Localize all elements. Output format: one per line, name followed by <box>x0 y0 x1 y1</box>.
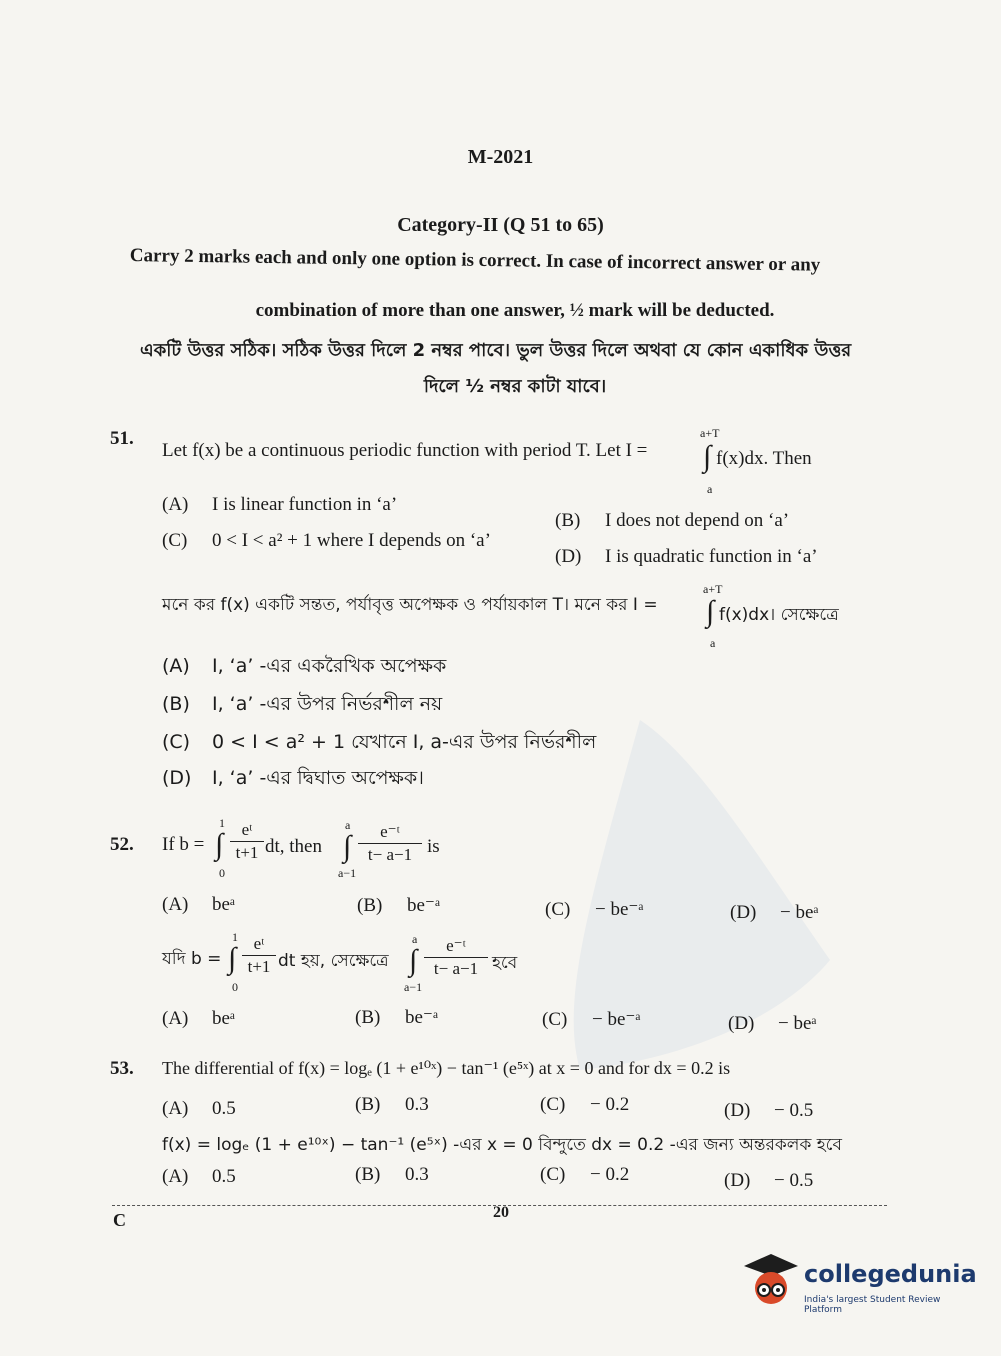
q52-is: is <box>427 836 440 857</box>
q52-lower-limit-2: a−1 <box>338 866 357 880</box>
q52-lower-limit-1: 0 <box>219 866 225 880</box>
q52-bn-fraction-2 <box>424 936 488 979</box>
instruction-bn-line1: একটি উত্তর সঠিক। সঠিক উত্তর দিলে 2 নম্বর পাবে। ভুল উত্তর দিলে অথবা যে কোন একাধিক উত্তর <box>140 340 852 361</box>
q51-option-b: (B) I does not depend on ‘a’ <box>555 510 790 531</box>
q53-option-b: (B) 0.3 <box>355 1094 429 1115</box>
q52-bn-if: যদি b = <box>162 949 222 969</box>
q52-bn-option-c: (C) − be⁻ᵃ <box>542 1009 641 1030</box>
paper-code: M-2021 <box>467 146 534 168</box>
q52-bn-is: হবে <box>492 953 518 973</box>
q51-number: 51. <box>110 428 134 449</box>
q51-option-a: (A) I is linear function in ‘a’ <box>162 494 398 515</box>
q52-numerator-2: e⁻ᵗ <box>380 822 400 841</box>
instruction-bn-line2: দিলে ½ নম্বর কাটা যাবে। <box>423 376 607 397</box>
integral-sign: ∫ <box>228 942 237 975</box>
instruction-en-line2: combination of more than one answer, ½ mark will be deducted. <box>255 300 775 321</box>
integral-sign: ∫ <box>343 830 352 863</box>
q52-fraction-1 <box>230 820 264 863</box>
q52-upper-limit-1: 1 <box>219 816 225 830</box>
q52-fraction-2 <box>358 822 422 865</box>
q52-bn-then: dt হয়, সেক্ষেত্রে <box>278 951 389 971</box>
q52-option-a: (A) beᵃ <box>162 894 236 915</box>
q51-bn-integrand: f(x)dx। সেক্ষেত্রে <box>719 605 839 625</box>
q53-option-d: (D) − 0.5 <box>724 1100 814 1121</box>
q52-denominator-1: t+1 <box>235 843 259 862</box>
q51-bn-option-c: (C) 0 < I < a² + 1 যেখানে I, a-এর উপর নির্ভরশীল <box>162 731 597 753</box>
q51-text: Let f(x) be a continuous periodic function with period T. Let I = <box>162 440 648 461</box>
q52-option-c: (C) − be⁻ᵃ <box>545 899 644 920</box>
q52-bn-upper-limit-1: 1 <box>232 930 238 944</box>
q52-bn-denominator-1: t+1 <box>247 957 271 976</box>
q52-upper-limit-2: a <box>345 818 351 832</box>
q52-bn-numerator-1: eᵗ <box>253 934 265 953</box>
q53-bn-option-b: (B) 0.3 <box>355 1164 429 1185</box>
q52-bn-option-d: (D) − beᵃ <box>728 1013 817 1034</box>
graduate-mascot-icon <box>740 1248 802 1310</box>
collegedunia-logo <box>740 1248 980 1318</box>
q51-bn-option-d: (D) I, ‘a’ -এর দ্বিঘাত অপেক্ষক। <box>162 767 424 789</box>
q52-bn-lower-limit-2: a−1 <box>404 980 423 994</box>
q52-bn-numerator-2: e⁻ᵗ <box>446 936 466 955</box>
q51-option-c: (C) 0 < I < a² + 1 where I depends on ‘a’ <box>162 530 491 551</box>
category-title: Category-II (Q 51 to 65) <box>397 214 604 236</box>
q52-bn-lower-limit-1: 0 <box>232 980 238 994</box>
q53-bn-option-c: (C) − 0.2 <box>540 1164 630 1185</box>
q52-bn-option-b: (B) be⁻ᵃ <box>355 1007 439 1028</box>
q51-bn-lower-limit: a <box>710 636 716 650</box>
q52-bn-upper-limit-2: a <box>412 932 418 946</box>
page-number: 20 <box>493 1204 509 1221</box>
integral-sign: ∫ <box>409 944 418 977</box>
integral-sign: ∫ <box>703 440 712 473</box>
q51-integrand: f(x)dx. Then <box>716 448 812 469</box>
q52-option-b: (B) be⁻ᵃ <box>357 895 441 916</box>
q51-bn-text: মনে কর f(x) একটি সন্তত, পর্যাবৃত্ত অপেক্ষক ও পর্যায়কাল T। মনে কর I = <box>162 595 658 615</box>
integral-sign: ∫ <box>706 595 715 628</box>
q53-bn-option-d: (D) − 0.5 <box>724 1170 814 1191</box>
q52-bn-option-a: (A) beᵃ <box>162 1008 236 1029</box>
q52-option-d: (D) − beᵃ <box>730 902 819 923</box>
logo-tagline: India's largest Student Review Platform <box>804 1295 941 1315</box>
instruction-en-line1: Carry 2 marks each and only one option is correct. In case of incorrect answer or any <box>129 245 821 276</box>
q52-then: dt, then <box>265 836 322 857</box>
q52-bn-fraction-1 <box>242 934 276 977</box>
q53-number: 53. <box>110 1058 134 1079</box>
q52-denominator-2: t− a−1 <box>367 845 413 864</box>
q51-lower-limit: a <box>707 482 713 496</box>
q51-bn-upper-limit: a+T <box>703 582 723 596</box>
footer-booklet-code: C <box>113 1210 126 1230</box>
logo-wordmark: collegedunia <box>804 1260 977 1288</box>
q53-text: The differential of f(x) = logₑ (1 + e¹⁰ˣ) − tan⁻¹ (e⁵ˣ) at x = 0 and for dx = 0.2 is <box>162 1058 731 1078</box>
q51-bn-option-b: (B) I, ‘a’ -এর উপর নির্ভরশীল নয় <box>162 693 443 715</box>
q53-option-a: (A) 0.5 <box>162 1098 236 1119</box>
q53-option-c: (C) − 0.2 <box>540 1094 630 1115</box>
q52-if-b: If b = <box>162 834 205 855</box>
q52-bn-denominator-2: t− a−1 <box>433 959 479 978</box>
q53-bn-option-a: (A) 0.5 <box>162 1166 236 1187</box>
q51-option-d: (D) I is quadratic function in ‘a’ <box>555 546 818 567</box>
q52-number: 52. <box>110 834 134 855</box>
q51-bn-option-a: (A) I, ‘a’ -এর একরৈখিক অপেক্ষক <box>162 655 447 677</box>
q51-upper-limit: a+T <box>700 426 720 440</box>
integral-sign: ∫ <box>215 828 224 861</box>
q53-bn-text: f(x) = logₑ (1 + e¹⁰ˣ) − tan⁻¹ (e⁵ˣ) -এর x = 0 বিন্দুতে dx = 0.2 -এর জন্য অন্তরকলক হবে <box>162 1135 842 1155</box>
q52-numerator-1: eᵗ <box>241 820 253 839</box>
